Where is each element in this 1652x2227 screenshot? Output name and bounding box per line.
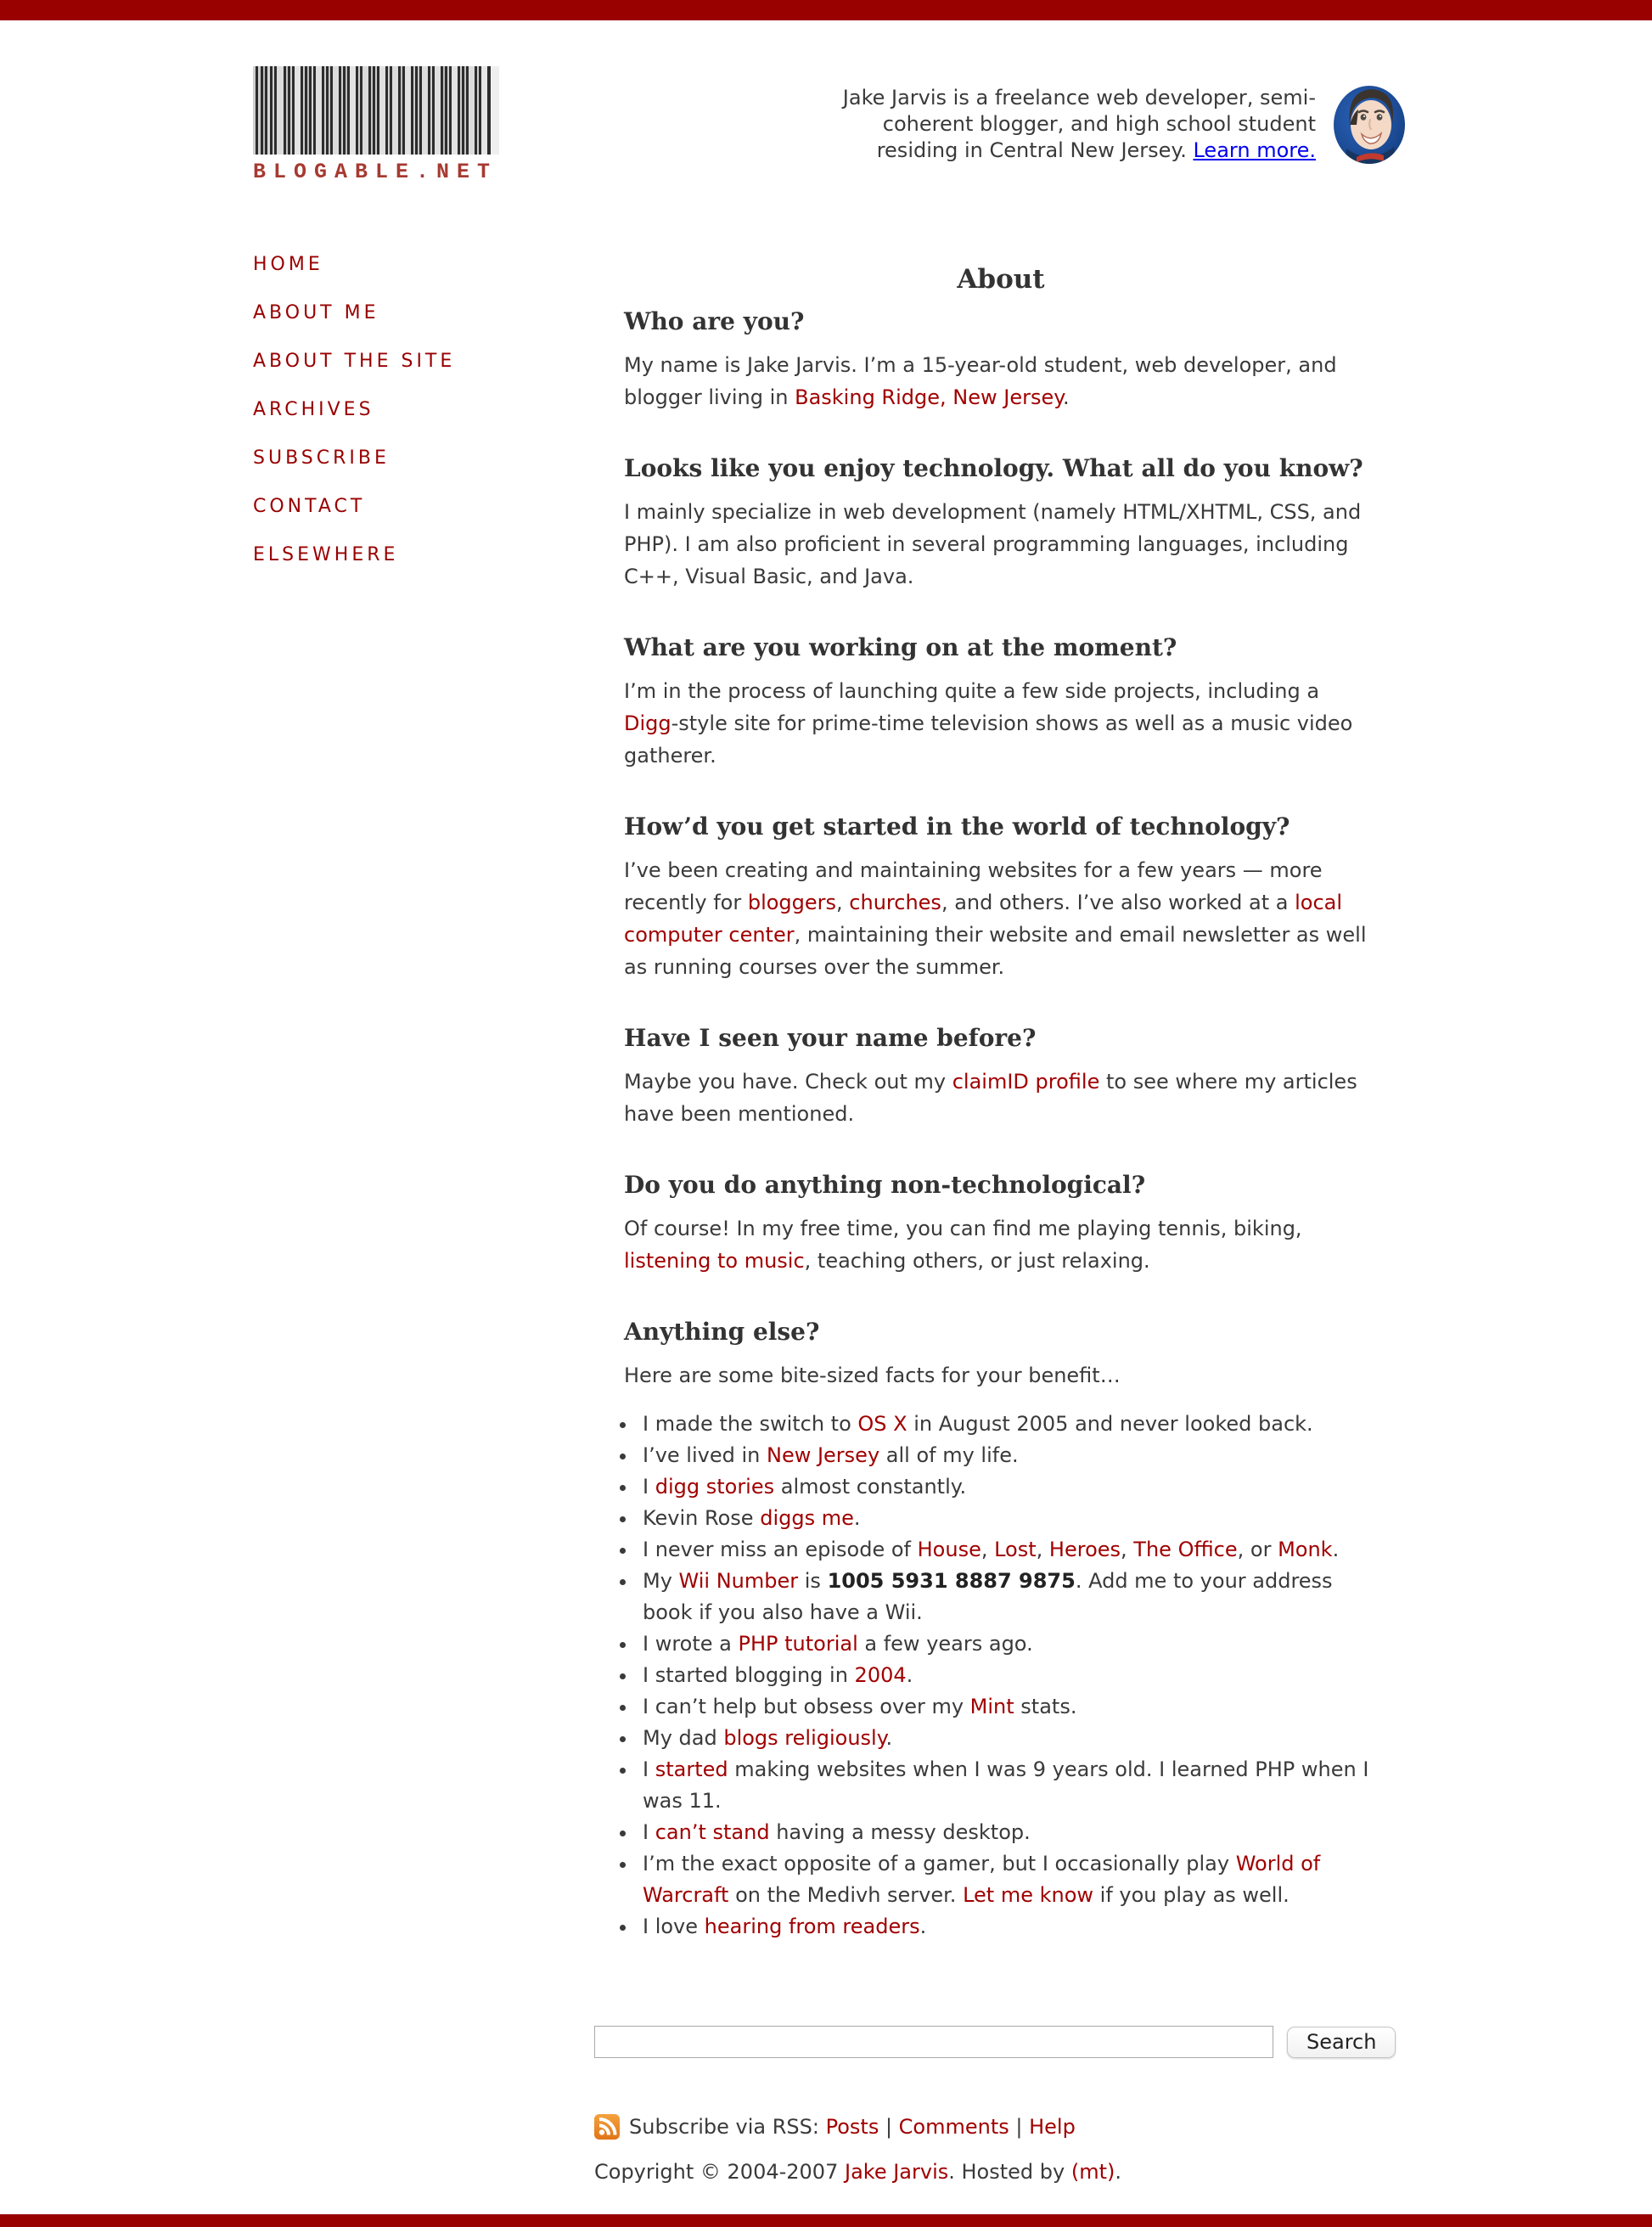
- text-run: My name is Jake Jarvis. I’m a 15-year-old student, web developer, and blogger living in: [624, 353, 1337, 409]
- section-heading: Anything else?: [624, 1318, 820, 1346]
- paragraph: [624, 496, 1378, 593]
- text-run: .: [919, 1915, 927, 1938]
- site-tagline: [806, 85, 1316, 164]
- text-link[interactable]: local computer center: [624, 891, 1343, 947]
- list-item: [638, 1848, 1378, 1911]
- text-link[interactable]: churches: [849, 891, 941, 914]
- text-link[interactable]: claimID profile: [952, 1070, 1100, 1094]
- list-item: [638, 1723, 1378, 1754]
- list-item: [638, 1440, 1378, 1471]
- text-run: .: [1063, 385, 1070, 409]
- text-link[interactable]: The Office: [1133, 1538, 1238, 1561]
- paragraph: [624, 1212, 1378, 1277]
- text-run: in August 2005 and never looked back.: [907, 1412, 1313, 1436]
- text-run: Kevin Rose: [643, 1506, 761, 1530]
- text-link[interactable]: hearing from readers: [704, 1915, 920, 1938]
- text-run: .: [853, 1506, 861, 1530]
- text-link[interactable]: Wii Number: [678, 1569, 799, 1593]
- section-heading: What are you working on at the moment?: [624, 633, 1177, 661]
- list-item: [638, 1817, 1378, 1848]
- text-run: Of course! In my free time, you can find me playing tennis, biking,: [624, 1217, 1302, 1240]
- bottom-spacer: [594, 2184, 1408, 2214]
- text-run: I never miss an episode of: [643, 1538, 918, 1561]
- text-link[interactable]: Digg: [624, 711, 671, 735]
- paragraph: [624, 349, 1378, 413]
- text-run: I: [643, 1757, 655, 1781]
- text-run: . Hosted by: [948, 2160, 1071, 2184]
- text-run: if you play as well.: [1093, 1883, 1290, 1907]
- text-link[interactable]: World of Warcraft: [643, 1852, 1321, 1907]
- text-link[interactable]: can’t stand: [655, 1820, 770, 1844]
- sidebar-item-about-the-site[interactable]: ABOUT THE SITE: [253, 351, 456, 372]
- list-item: [638, 1534, 1378, 1566]
- text-run: |: [879, 2115, 899, 2139]
- section-heading: Have I seen your name before?: [624, 1024, 1037, 1052]
- search-button[interactable]: Search: [1287, 2027, 1396, 2058]
- avatar: [1333, 81, 1408, 166]
- text-run: I’m in the process of launching quite a few side projects, including a: [624, 679, 1320, 703]
- list-item: [638, 1754, 1378, 1817]
- list-item: [638, 1660, 1378, 1691]
- text-link[interactable]: listening to music: [624, 1249, 805, 1273]
- text-run: .: [1115, 2160, 1121, 2184]
- text-run: Here are some bite-sized facts for your benefit…: [624, 1364, 1121, 1387]
- text-run: -style site for prime-time television shows as well as a music video gatherer.: [624, 711, 1353, 768]
- bottom-accent-bar: [0, 2214, 1652, 2227]
- text-link[interactable]: New Jersey: [766, 1443, 880, 1467]
- facts-list: [624, 1409, 1378, 1943]
- text-run: having a messy desktop.: [769, 1820, 1031, 1844]
- text-run: almost constantly.: [774, 1475, 967, 1499]
- list-item: [638, 1628, 1378, 1660]
- sidebar-item-subscribe[interactable]: SUBSCRIBE: [253, 447, 390, 469]
- text-run: Subscribe via RSS:: [629, 2115, 826, 2139]
- paragraph: [624, 1066, 1378, 1130]
- host-link[interactable]: (mt): [1070, 2160, 1115, 2184]
- text-link[interactable]: OS X: [857, 1412, 907, 1436]
- content-columns: [244, 252, 1408, 2214]
- list-item: [638, 1471, 1378, 1503]
- bold-text: 1005 5931 8887 9875: [827, 1569, 1076, 1593]
- text-run: ,: [1121, 1538, 1134, 1561]
- top-accent-bar: [0, 0, 1652, 20]
- learn-more-link[interactable]: Learn more.: [1193, 138, 1316, 162]
- search-form: [594, 2026, 1408, 2058]
- header-right: [806, 66, 1408, 166]
- text-link[interactable]: digg stories: [655, 1475, 775, 1499]
- text-link[interactable]: started: [655, 1757, 728, 1781]
- list-item: [638, 1409, 1378, 1440]
- rss-subscribe-row: [594, 2114, 1408, 2140]
- text-link[interactable]: Heroes: [1048, 1538, 1121, 1561]
- text-run: a few years ago.: [857, 1632, 1033, 1656]
- text-run: Jake Jarvis is a freelance web developer, semi-coherent blogger, and high school student residing in Central New Jersey.: [842, 86, 1316, 162]
- text-run: ,: [1036, 1538, 1049, 1561]
- text-run: I’m the exact opposite of a gamer, but I occasionally play: [643, 1852, 1236, 1876]
- copyright-author-link[interactable]: Jake Jarvis: [844, 2160, 949, 2184]
- list-item: [638, 1566, 1378, 1628]
- rss-help-link[interactable]: Help: [1029, 2115, 1076, 2139]
- sidebar-nav: [244, 252, 594, 593]
- text-run: ,: [836, 891, 850, 914]
- rss-posts-link[interactable]: Posts: [825, 2115, 879, 2139]
- text-run: My: [643, 1569, 679, 1593]
- page-title: About: [957, 264, 1045, 295]
- text-link[interactable]: Mint: [969, 1695, 1014, 1718]
- sidebar-item-archives[interactable]: ARCHIVES: [253, 399, 374, 420]
- text-run: I made the switch to: [643, 1412, 858, 1436]
- text-link[interactable]: 2004: [854, 1663, 907, 1687]
- text-link[interactable]: Monk: [1278, 1538, 1333, 1561]
- logo-barcode-image: [253, 66, 499, 155]
- text-run: all of my life.: [879, 1443, 1019, 1467]
- section-heading: How’d you get started in the world of technology?: [624, 813, 1290, 841]
- paragraph: [624, 1359, 1378, 1392]
- site-logo-link[interactable]: [253, 66, 499, 184]
- text-run: , or: [1237, 1538, 1278, 1561]
- text-run: is: [798, 1569, 828, 1593]
- text-run: I love: [643, 1915, 705, 1938]
- sidebar-item-contact[interactable]: CONTACT: [253, 496, 366, 517]
- rss-comments-link[interactable]: Comments: [898, 2115, 1009, 2139]
- search-input[interactable]: [594, 2026, 1273, 2058]
- logo-wordmark: BLOGABLE.NET: [253, 160, 498, 184]
- list-item: [638, 1503, 1378, 1534]
- rss-icon[interactable]: [594, 2114, 620, 2140]
- text-run: I: [643, 1820, 655, 1844]
- text-run: . Add me to your address book if you also have a Wii.: [643, 1569, 1333, 1624]
- text-run: Maybe you have. Check out my: [624, 1070, 952, 1094]
- list-item: [638, 1691, 1378, 1723]
- text-run: My dad: [643, 1726, 724, 1750]
- avatar-illustration: [1333, 81, 1408, 166]
- text-run: to see where my articles have been mentioned.: [624, 1070, 1357, 1126]
- page-container: [244, 20, 1408, 2214]
- copyright-text: [594, 2160, 1408, 2184]
- text-run: ,: [981, 1538, 995, 1561]
- text-link[interactable]: House: [917, 1538, 981, 1561]
- section-heading: Who are you?: [624, 307, 805, 335]
- text-link[interactable]: Lost: [994, 1538, 1037, 1561]
- list-item: [638, 1911, 1378, 1943]
- text-run: , and others. I’ve also worked at a: [941, 891, 1295, 914]
- text-run: .: [906, 1663, 913, 1687]
- text-link[interactable]: bloggers: [747, 891, 837, 914]
- text-run: I’ve been creating and maintaining websites for a few years — more recently for: [624, 858, 1323, 914]
- text-run: .: [885, 1726, 893, 1750]
- sidebar-item-home[interactable]: HOME: [253, 254, 323, 275]
- site-header: [244, 20, 1408, 184]
- text-run: Copyright © 2004-2007: [594, 2160, 845, 2184]
- paragraph: [624, 675, 1378, 772]
- text-run: on the Medivh server.: [728, 1883, 964, 1907]
- text-run: I wrote a: [643, 1632, 739, 1656]
- text-run: .: [1332, 1538, 1340, 1561]
- text-run: stats.: [1014, 1695, 1077, 1718]
- content-footer: [594, 2026, 1408, 2184]
- rss-subscribe-text: [629, 2115, 1076, 2139]
- section-heading: Looks like you enjoy technology. What all do you know?: [624, 454, 1363, 482]
- text-run: I mainly specialize in web development (namely HTML/XHTML, CSS, and PHP). I am also proficient in several programming languages, including C++, Visual Basic, and Java.: [624, 500, 1362, 588]
- paragraph: [624, 854, 1378, 983]
- text-run: I: [643, 1475, 655, 1499]
- sidebar-item-elsewhere[interactable]: ELSEWHERE: [253, 544, 399, 565]
- text-link[interactable]: Basking Ridge, New Jersey: [795, 385, 1063, 409]
- text-run: , teaching others, or just relaxing.: [804, 1249, 1150, 1273]
- text-link[interactable]: Let me know: [963, 1883, 1094, 1907]
- sidebar-item-about-me[interactable]: ABOUT ME: [253, 302, 379, 323]
- text-run: I can’t help but obsess over my: [643, 1695, 970, 1718]
- text-run: I’ve lived in: [643, 1443, 767, 1467]
- section-heading: Do you do anything non-technological?: [624, 1171, 1146, 1199]
- text-link[interactable]: PHP tutorial: [738, 1632, 858, 1656]
- main-content: [594, 252, 1408, 2214]
- text-link[interactable]: diggs me: [760, 1506, 854, 1530]
- text-link[interactable]: blogs religiously: [723, 1726, 886, 1750]
- text-run: , maintaining their website and email newsletter as well as running courses over the summer.: [624, 923, 1367, 979]
- text-run: |: [1009, 2115, 1030, 2139]
- text-run: making websites when I was 9 years old. I learned PHP when I was 11.: [643, 1757, 1369, 1813]
- text-run: I started blogging in: [643, 1663, 855, 1687]
